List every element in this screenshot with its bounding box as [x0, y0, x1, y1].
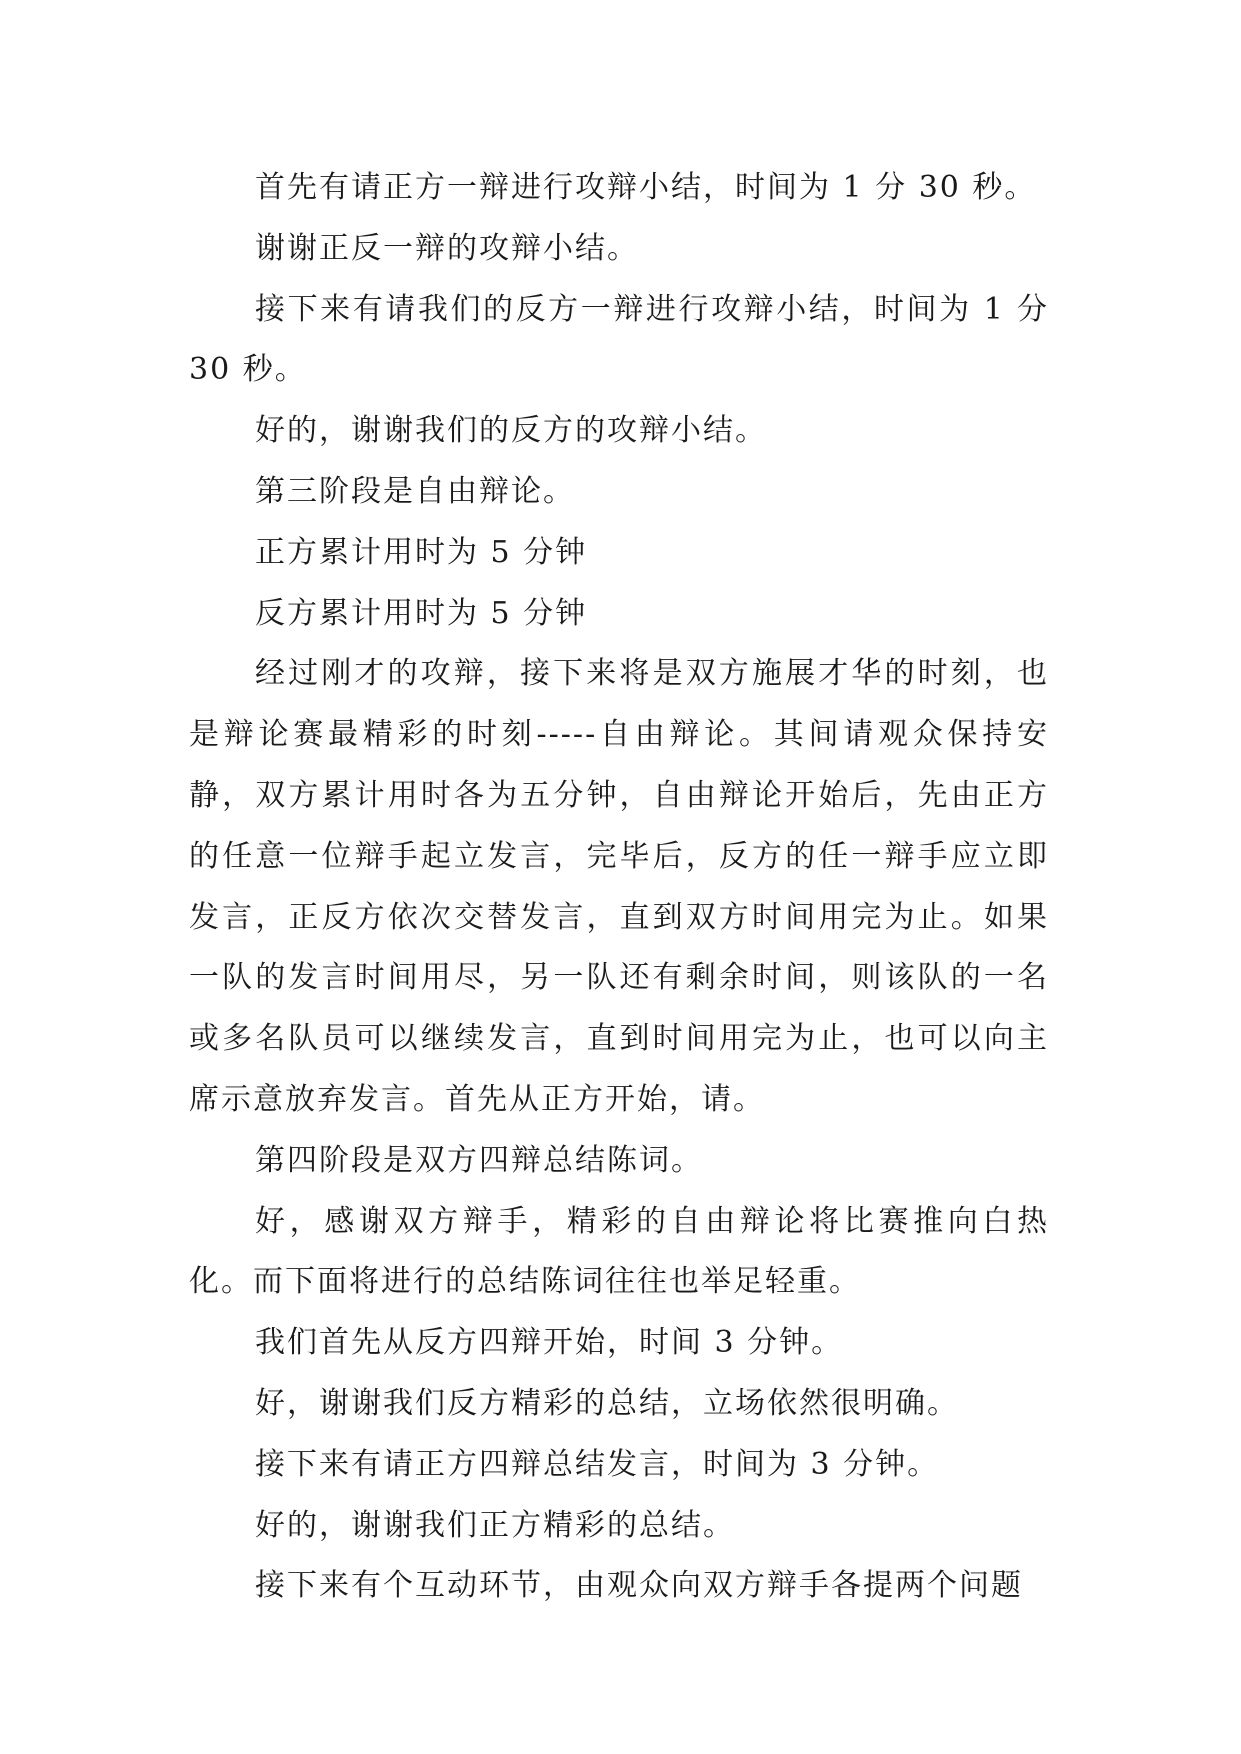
paragraph: 好的，谢谢我们正方精彩的总结。	[255, 1507, 735, 1543]
paragraph: 好，谢谢我们反方精彩的总结，立场依然很明确。	[255, 1385, 959, 1421]
paragraph: 接下来有请正方四辩总结发言，时间为 3 分钟。	[255, 1446, 940, 1482]
paragraph: 正方累计用时为 5 分钟	[255, 534, 588, 570]
paragraph: 第三阶段是自由辩论。	[255, 473, 575, 509]
paragraph: 谢谢正反一辩的攻辩小结。	[255, 230, 639, 266]
paragraph: 经过刚才的攻辩，接下来将是双方施展才华的时刻，也是辩论赛最精彩的时刻-----自由辩论。其间请观众保持安静，双方累计用时各为五分钟，自由辩论开始后，先由正方的任意一位辩手起立发言，完毕后，反方的任一辩手应立即发言，正反方依次交替发言，直到双方时间用完为止。如果一队的发言时间用尽，另一队还有剩余时间，则该队的一名或多名队员可以继续发言，直到时间用完为止，也可以向主席示意放弃发言。首先从正方开始，请。	[189, 656, 1049, 1117]
paragraph: 我们首先从反方四辩开始，时间 3 分钟。	[255, 1325, 844, 1361]
paragraph: 接下来有请我们的反方一辩进行攻辩小结，时间为 1 分 30 秒。	[189, 291, 1049, 388]
paragraph: 首先有请正方一辩进行攻辩小结，时间为 1 分 30 秒。	[255, 170, 1037, 205]
paragraph: 反方累计用时为 5 分钟	[255, 595, 588, 631]
paragraph: 第四阶段是双方四辩总结陈词。	[255, 1142, 703, 1178]
paragraph: 好的，谢谢我们的反方的攻辩小结。	[255, 413, 767, 449]
paragraph: 接下来有个互动环节，由观众向双方辩手各提两个问题	[255, 1568, 1023, 1604]
document-body	[189, 158, 1049, 1617]
paragraph: 好，感谢双方辩手，精彩的自由辩论将比赛推向白热化。而下面将进行的总结陈词往往也举足轻重。	[189, 1203, 1049, 1300]
